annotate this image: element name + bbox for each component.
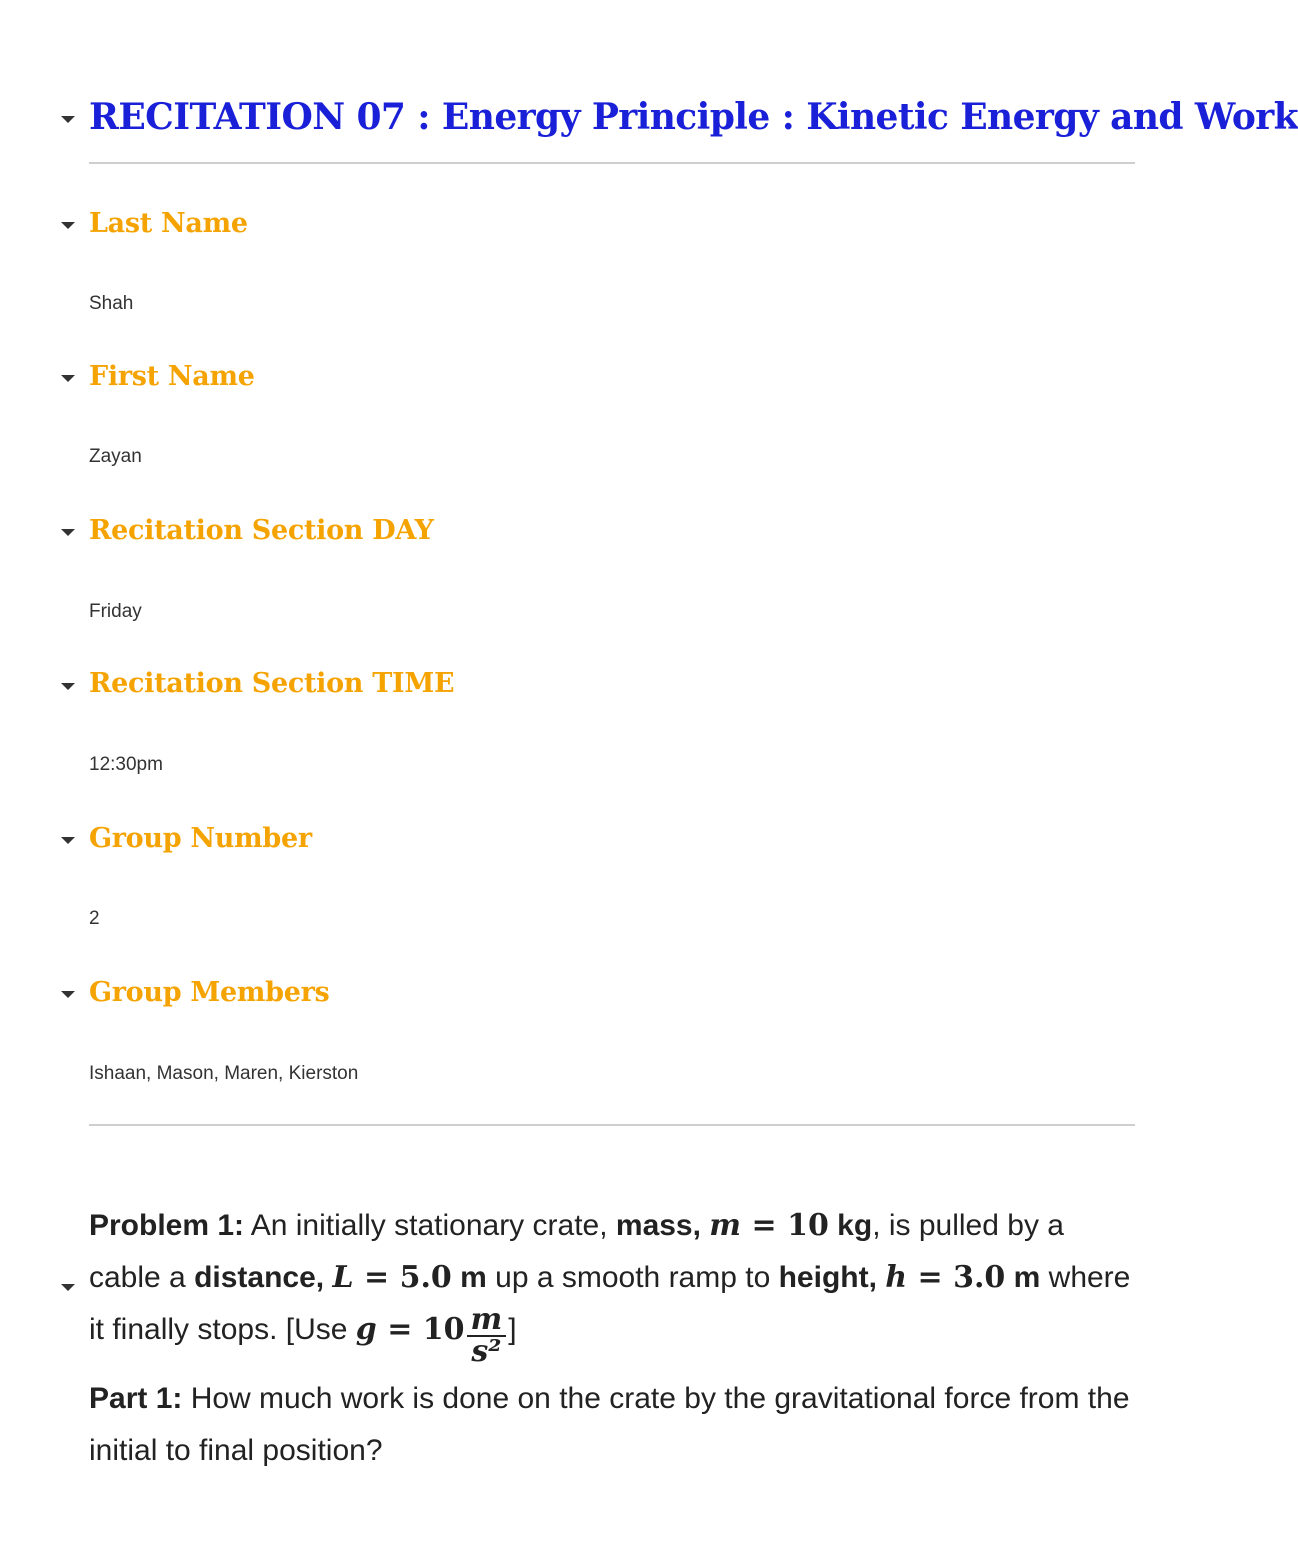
height-unit: m (1005, 1261, 1041, 1294)
last-name-value: Shah (89, 293, 134, 314)
height-variable: h (885, 1260, 908, 1295)
last-name-caret-icon[interactable] (61, 222, 75, 229)
gravity-unit-denominator: s² (471, 1334, 502, 1369)
problem-block (89, 1200, 1139, 1477)
gravity-value: = 10 (376, 1312, 465, 1347)
gravity-unit-numerator: m (467, 1305, 507, 1337)
title-divider (89, 162, 1135, 164)
problem-text-after-mass: , is pulled by a cable a (89, 1209, 1064, 1294)
mass-label: mass, (615, 1209, 710, 1242)
section-time-caret-icon[interactable] (61, 683, 75, 690)
group-number-label: Group Number (89, 823, 312, 854)
part-1-heading: Part 1: (89, 1382, 183, 1415)
section-day-value: Friday (89, 601, 142, 622)
distance-label: distance, (194, 1261, 333, 1294)
page-title: RECITATION 07 : Energy Principle : Kinetic Energy and Work (89, 96, 1298, 138)
group-members-label: Group Members (89, 977, 330, 1008)
mass-equation (709, 1208, 829, 1243)
first-name-caret-icon[interactable] (61, 375, 75, 382)
last-name-label: Last Name (89, 208, 248, 239)
fields-divider (89, 1124, 1135, 1126)
gravity-variable: g (355, 1312, 377, 1347)
section-time-label: Recitation Section TIME (89, 668, 455, 699)
problem-text-after-distance: up a smooth ramp to (486, 1261, 779, 1294)
problem-closing-bracket: ] (508, 1313, 517, 1346)
problem-intro: An initially stationary crate, (244, 1209, 616, 1242)
height-label: height, (778, 1261, 886, 1294)
group-number-value: 2 (89, 908, 100, 929)
first-name-value: Zayan (89, 446, 142, 467)
group-members-value: Ishaan, Mason, Maren, Kierston (89, 1063, 359, 1084)
distance-unit: m (451, 1261, 487, 1294)
problem-text-after-height: where it finally stops. [Use (89, 1261, 1131, 1346)
group-number-caret-icon[interactable] (61, 837, 75, 844)
group-members-caret-icon[interactable] (61, 991, 75, 998)
distance-equation (332, 1260, 451, 1295)
part-1-question (89, 1373, 1139, 1477)
section-day-label: Recitation Section DAY (89, 515, 434, 546)
first-name-label: First Name (89, 361, 255, 392)
gravity-equation (355, 1302, 509, 1369)
height-equation (885, 1260, 1005, 1295)
part-1-text: How much work is done on the crate by the gravitational force from the initial to final position? (89, 1382, 1130, 1467)
section-day-caret-icon[interactable] (61, 529, 75, 536)
section-time-value: 12:30pm (89, 754, 163, 775)
problem-statement (89, 1200, 1139, 1367)
mass-value: = 10 (741, 1208, 829, 1243)
problem-collapse-caret-icon[interactable] (61, 1284, 75, 1291)
distance-variable: L (332, 1260, 354, 1295)
distance-value: = 5.0 (353, 1260, 452, 1295)
title-collapse-caret-icon[interactable] (61, 116, 75, 123)
height-value: = 3.0 (907, 1260, 1006, 1295)
mass-unit: kg (828, 1209, 873, 1242)
mass-variable: m (709, 1208, 742, 1243)
gravity-unit-fraction (467, 1302, 507, 1369)
problem-heading: Problem 1: (89, 1209, 245, 1242)
